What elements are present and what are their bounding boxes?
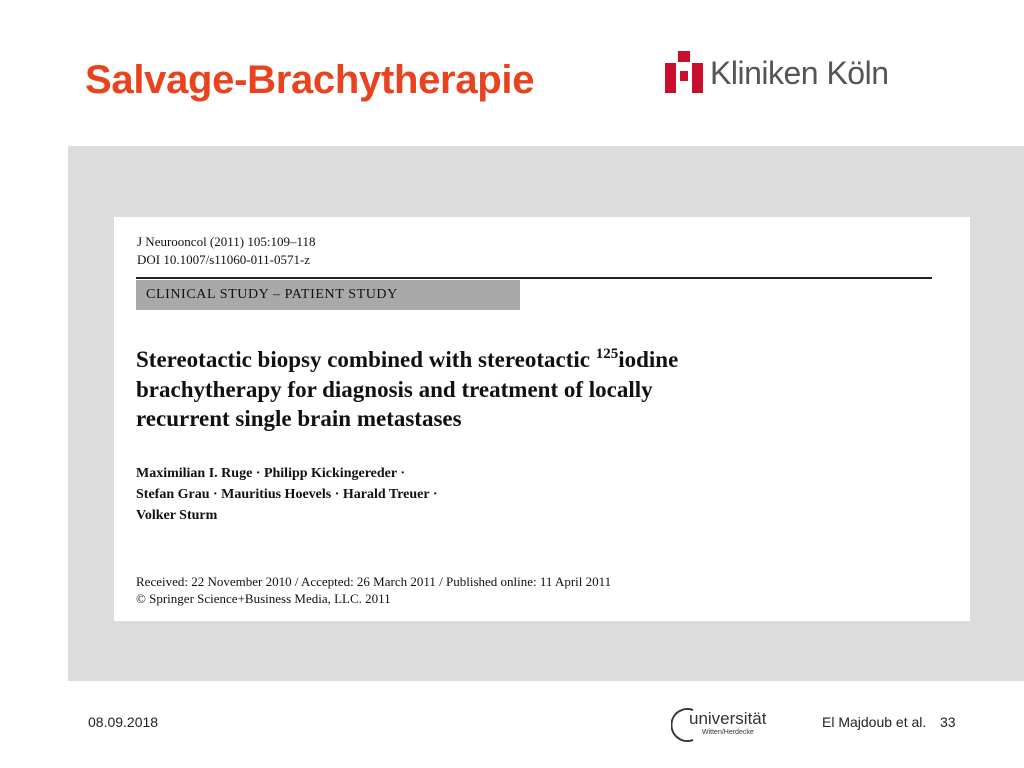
author-line: Volker Sturm <box>136 508 218 523</box>
study-type-banner <box>136 280 520 310</box>
footer-author: El Majdoub et al. <box>822 714 927 730</box>
kliniken-koeln-logo <box>664 50 889 96</box>
paper-title <box>136 345 856 434</box>
journal-citation: J Neurooncol (2011) 105:109–118 <box>137 234 316 249</box>
title-line2: brachytherapy for diagnosis and treatment of locally <box>136 376 653 402</box>
title-superscript: 125 <box>595 346 619 362</box>
slide-title: Salvage-Brachytherapie <box>85 58 535 102</box>
logo-text: Kliniken Köln <box>710 54 889 91</box>
author-line: Maximilian I. Ruge · Philipp Kickingereder · <box>136 466 406 481</box>
doi: DOI 10.1007/s11060-011-0571-z <box>137 252 311 267</box>
cathedral-logo-icon <box>664 51 704 95</box>
title-line3: recurrent single brain metastases <box>136 406 462 431</box>
title-line1-part2: iodine <box>618 347 679 372</box>
university-name: universität <box>689 709 767 728</box>
author-list <box>136 463 438 526</box>
university-logo <box>671 704 771 744</box>
page-number: 33 <box>940 714 956 730</box>
header-rule <box>136 277 932 279</box>
publication-info <box>136 573 611 607</box>
study-type-label: CLINICAL STUDY – PATIENT STUDY <box>146 287 398 302</box>
university-location: Witten/Herdecke <box>702 729 754 736</box>
paper-header-excerpt <box>114 217 970 621</box>
received-dates: Received: 22 November 2010 / Accepted: 26 March 2011 / Published online: 11 April 2011 <box>136 574 612 589</box>
copyright: © Springer Science+Business Media, LLC. 2011 <box>136 591 391 606</box>
footer-date: 08.09.2018 <box>88 714 159 730</box>
title-line1-part1: Stereotactic biopsy combined with stereotactic <box>136 347 596 372</box>
author-line: Stefan Grau · Mauritius Hoevels · Harald Treuer · <box>136 487 438 502</box>
